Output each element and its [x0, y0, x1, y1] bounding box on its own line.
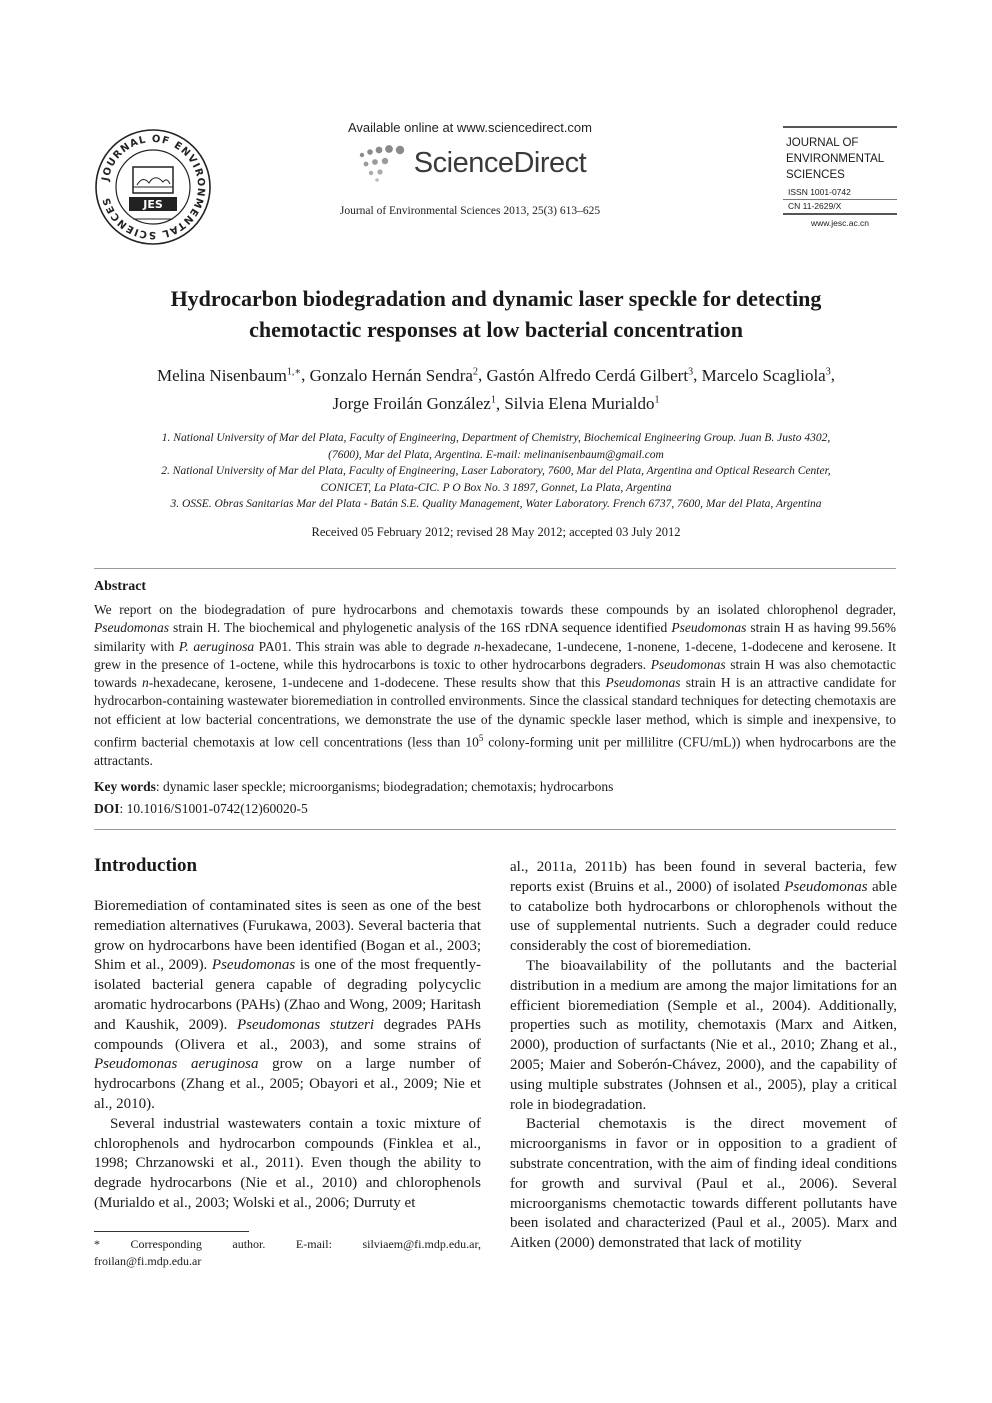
journal-url[interactable]: www.jesc.ac.cn [810, 218, 870, 228]
paragraph: The bioavailability of the pollutants and the bacterial distribution in a medium are among the major limitations for an efficient bioremediation (Semple et al., 2004). Additionally, properties such as motility, chemotaxis (Marx and Aitken, 2000), production of surfactants (Nie et al., 2010; Zhang et al., 2005; Maier and Soberón-Chávez, 2000), and the capability of using multiple substrates (Johnsen et al., 2005), play a critical role in biodegradation. [510, 957, 897, 1113]
paragraph: Bioremediation of contaminated sites is seen as one of the best remediation alternatives (Furukawa, 2003). Several bacteria that grow on hydrocarbons have been identified (Bogan et al., 2003; Shim et al., 2009). Pseudomonas is one of the most frequently-isolated bacterial genera capable of degrading polycyclic aromatic hydrocarbons (PAHs) (Zhao and Wong, 2009; Haritash and Kaushik, 2009). Pseudomonas stutzeri degrades PAHs compounds (Olivera et al., 2003), and some strains of Pseudomonas aeruginosa grow on a large number of hydrocarbons (Zhang et al., 2005; Obayori et al., 2009; Nie et al., 2010). [94, 898, 482, 1112]
received-dates: Received 05 February 2012; revised 28 May 2012; accepted 03 July 2012 [311, 525, 681, 539]
footnote: * Corresponding author. E-mail: silviaem@fi.mdp.edu.ar, froilan@fi.mdp.edu.ar [94, 1237, 481, 1268]
journal-name-line: JOURNAL OF [786, 137, 859, 149]
paper-title [96, 283, 896, 345]
issn: ISSN 1001-0742 [788, 187, 851, 197]
author: Gastón Alfredo Cerdá Gilbert$^3$ [486, 365, 694, 385]
author: Melina Nisenbaum$^{1,∗}$ [157, 365, 302, 385]
abstract-text: We report on the biodegradation of pure hydrocarbons and chemotaxis towards these compounds by an isolated chlorophenol degrader, Pseudomonas strain H. The biochemical and phylogenetic analysis of the 16S rDNA sequence identified Pseudomonas strain H as having 99.56% similarity with P. aeruginosa PA01. This strain was able to degrade n-hexadecane, 1-undecene, 1-nonene, 1-decene, 1-dodecene and kerosene. It grew in the presence of 1-octene, while this hydrocarbons is toxic to other hydrocarbons degraders. Pseudomonas strain H was also chemotactic towards n-hexadecane, kerosene, 1-undecene and 1-dodecene. These results show that this Pseudomonas strain H is an attractive candidate for hydrocarbon-containing wastewater bioremediation in controlled environments. Since the classical standard techniques for detecting chemotaxis are not efficient at low bacterial concentrations, we demonstrate the use of the dynamic speckle laser method, which is simple and inexpensive, to confirm bacterial chemotaxis at low cell concentrations (less than $10^5$ colony-forming unit per millilitre (CFU/mL)) when hydrocarbons are the attractants. [94, 602, 897, 768]
sciencedirect-logo [320, 141, 620, 185]
journal-logo [93, 127, 213, 247]
keywords-list: : dynamic laser speckle; microorganisms; biodegradation; chemotaxis; hydrocarbons [155, 779, 614, 794]
journal-info-box [783, 126, 897, 228]
paragraph: al., 2011a, 2011b) has been found in several bacteria, few reports exist (Bruins et al., 2000) of isolated Pseudomonas able to catabolize both hydrocarbons or chlorophenols without the use of supplemental nutrients. Such a degrader could reduce considerably the cost of bioremediation. [510, 859, 898, 955]
paragraph: Bacterial chemotaxis is the direct movement of microorganisms in favor or in opposition to a gradient of substrate concentration, with the aim of finding ideal conditions for growth and survival (Paul et al., 2006). Several microorganisms chemotactic towards different pollutants have been isolated and characterized (Paul et al., 2005). Marx and Aitken (2000) demonstrated that lack of motility [510, 1116, 897, 1252]
abstract-heading: Abstract [94, 579, 147, 594]
affiliation-line: 3. OSSE. Obras Sanitarias Mar del Plata - Batán S.E. Quality Management, Water Laboratory. French 6737, 7600, Mar del Plata, Argentina [170, 498, 822, 510]
journal-name-line: ENVIRONMENTAL [786, 153, 885, 165]
svg-text:JOURNAL OF ENVIRONMENTAL SCIEN: JOURNAL OF ENVIRONMENTAL SCIENCES [100, 133, 207, 241]
author-list: Melina Nisenbaum$^{1,∗}$, Gonzalo Hernán Sendra$^2$, Gastón Alfredo Cerdá Gilbert$^3$, Marcelo Scagliola$^3$, Jorge Froilán González$^1$, Silvia Elena Murialdo$^1$ [157, 365, 835, 414]
doi-link[interactable]: : 10.1016/S1001-0742(12)60020-5 [119, 801, 308, 816]
title-line: chemotactic responses at low bacterial concentration [249, 317, 743, 342]
author: Silvia Elena Murialdo$^1$ [504, 394, 660, 414]
affiliation-line: (7600), Mar del Plata, Argentina. E-mail: melinanisenbaum@gmail.com [328, 448, 664, 461]
divider [94, 568, 896, 569]
section-heading-introduction: Introduction [94, 855, 198, 876]
paragraph: Several industrial wastewaters contain a toxic mixture of chlorophenols and hydrocarbon compounds (Finklea et al., 1998; Chrzanowski et al., 2011). Even though the ability to degrade hydrocarbons (Nie et al., 2010) and chlorophenols (Murialdo et al., 2003; Wolski et al., 2006; Durruty et [94, 1115, 481, 1211]
affiliations [96, 430, 896, 513]
author: Gonzalo Hernán Sendra$^2$ [309, 365, 478, 385]
left-column [94, 897, 481, 1214]
svg-text:JES: JES [143, 198, 163, 211]
author: Marcelo Scagliola$^3$ [701, 365, 831, 385]
right-column [510, 858, 897, 1254]
available-online-text: Available online at www.sciencedirect.com [348, 120, 592, 135]
cn-number: CN 11-2629/X [788, 201, 842, 211]
sciencedirect-block [320, 120, 620, 217]
keywords [94, 779, 896, 795]
journal-citation: Journal of Environmental Sciences 2013, 25(3) 613–625 [339, 205, 601, 217]
journal-name [783, 128, 897, 183]
doi-label: DOI [94, 801, 120, 816]
divider [94, 829, 896, 830]
affiliation-line: 1. National University of Mar del Plata, Faculty of Engineering, Department of Chemistry, Biochemical Engineering Group. Juan B. Justo 4302, [161, 432, 831, 444]
affiliation-line: CONICET, La Plata-CIC. P O Box No. 3 1897, Gonnet, La Plata, Argentina [320, 481, 672, 494]
author: Jorge Froilán González$^1$ [332, 394, 496, 414]
sciencedirect-dots-icon [354, 143, 408, 183]
title-line: Hydrocarbon biodegradation and dynamic laser speckle for detecting [170, 286, 822, 311]
doi [94, 801, 896, 817]
affiliation-line: 2. National University of Mar del Plata, Faculty of Engineering, Laser Laboratory, 7600, Mar del Plata, Argentina and Optical Research Center, [161, 465, 831, 477]
keywords-label: Key words [94, 779, 156, 794]
sciencedirect-wordmark: ScienceDirect [413, 146, 587, 179]
footnote-divider [94, 1231, 249, 1232]
journal-name-line: SCIENCES [786, 169, 845, 181]
